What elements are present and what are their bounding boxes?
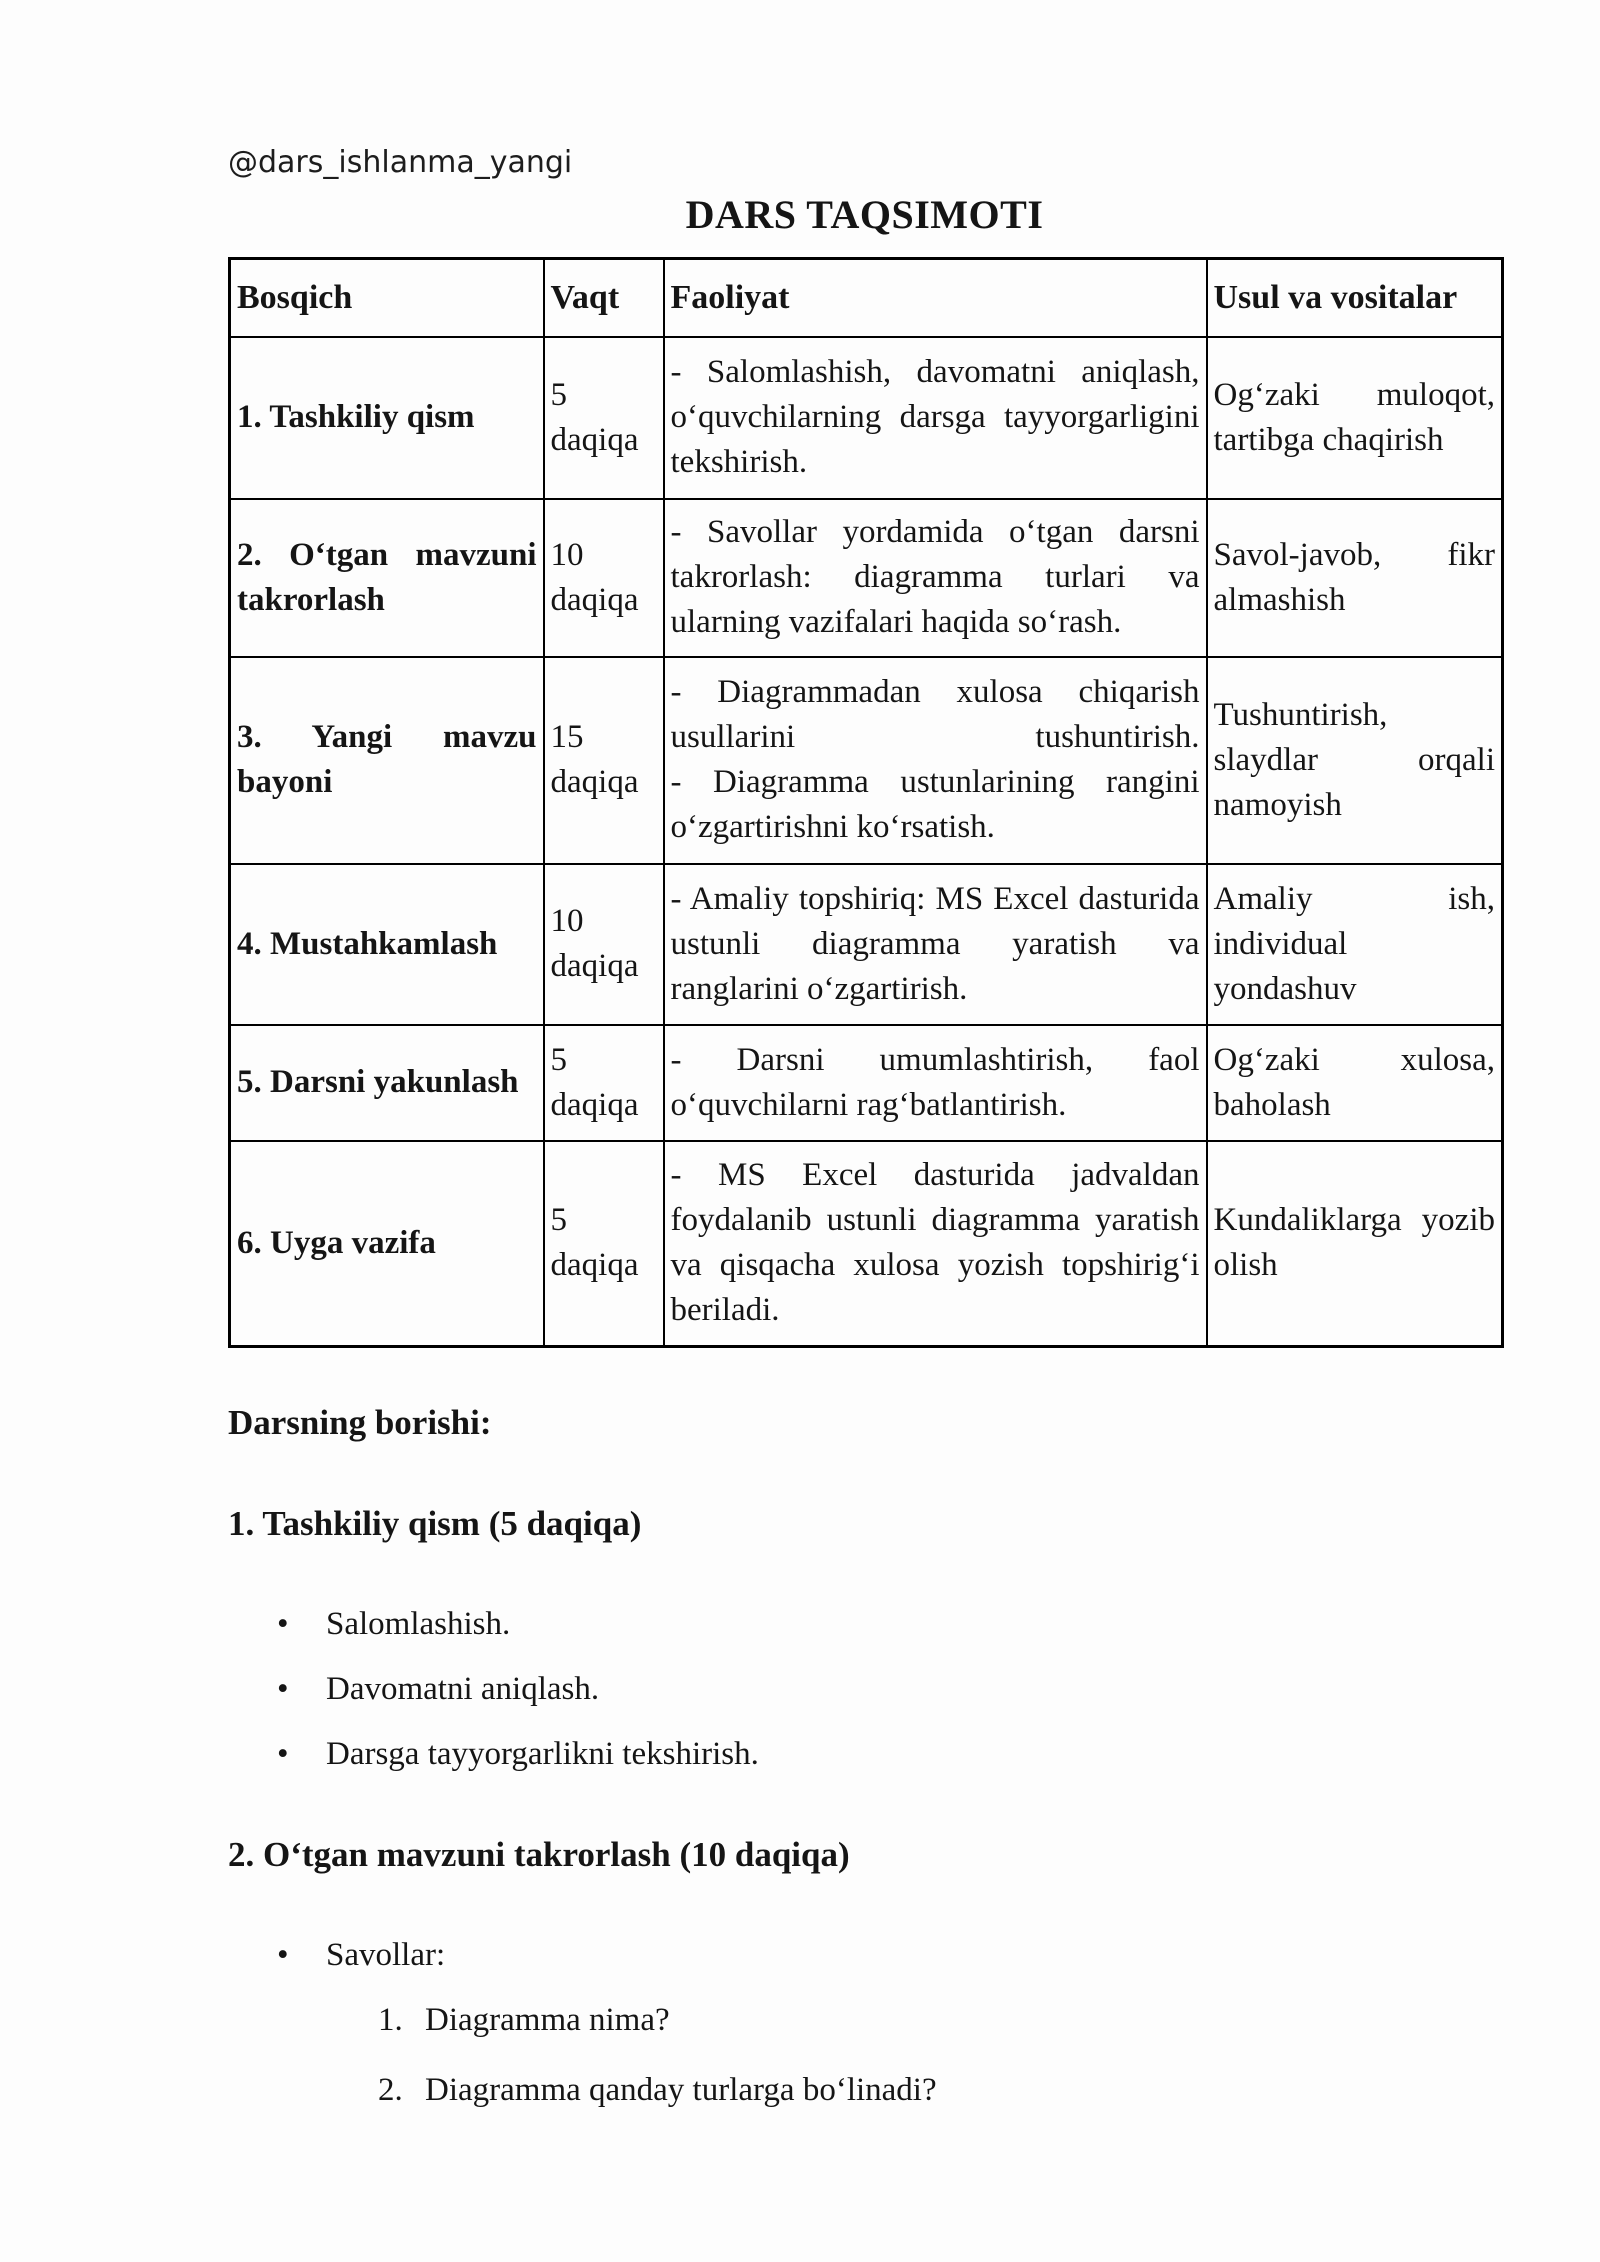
time-cell: 15 daqiqa: [544, 657, 664, 864]
bullet-item: [277, 1667, 1501, 1712]
time-cell: 5 daqiqa: [544, 1141, 664, 1347]
bullet-text: Savollar:: [326, 1937, 446, 1973]
activity-paragraph: - MS Excel dasturida jadvaldan foydalanib ustunli diagramma yaratish va qisqacha xulosa yozish topshirig‘i beriladi.: [670, 1157, 1200, 1329]
page-title: DARS TAQSIMOTI: [685, 192, 1044, 237]
time-cell: 10 daqiqa: [544, 499, 664, 657]
table-row: [230, 1025, 1503, 1141]
methods-cell: Og‘zaki muloqot, tartibga chaqirish: [1207, 337, 1503, 499]
outline-section: [228, 1501, 1501, 1777]
header-cell-vaqt: Vaqt: [544, 259, 664, 337]
table-row: [230, 499, 1503, 657]
section-heading: 2. O‘tgan mavzuni takrorlash (10 daqiqa): [228, 1835, 850, 1874]
numbered-item-text: Diagramma nima?: [425, 2002, 670, 2038]
table-row: [230, 337, 1503, 499]
time-cell: 5 daqiqa: [544, 1025, 664, 1141]
activity-cell: [664, 1141, 1207, 1347]
activity-cell: [664, 499, 1207, 657]
bullet-icon: •: [277, 1671, 289, 1707]
bullet-list: [228, 1933, 1501, 1978]
document-content: [228, 0, 1501, 2138]
bullet-list: [228, 1602, 1501, 1777]
bullet-item: [277, 1933, 1501, 1978]
numbered-item: [378, 2068, 1501, 2113]
stage-cell: 1. Tashkiliy qism: [230, 337, 544, 499]
numbered-list: [228, 1998, 1501, 2113]
activity-cell: [664, 657, 1207, 864]
table-header-row: [230, 259, 1503, 337]
outline-section: [228, 1832, 1501, 2113]
methods-cell: Og‘zaki xulosa, baholash: [1207, 1025, 1503, 1141]
activity-paragraph: - Savollar yordamida o‘tgan darsni takrorlash: diagramma turlari va ularning vazifalari haqida so‘rash.: [670, 514, 1200, 640]
methods-cell: Kundaliklarga yozib olish: [1207, 1141, 1503, 1347]
numbered-item-number: 1.: [378, 2002, 403, 2038]
activity-cell: [664, 864, 1207, 1025]
time-cell: 10 daqiqa: [544, 864, 664, 1025]
activity-paragraph: - Darsni umumlashtirish, faol o‘quvchilarni rag‘batlantirish.: [670, 1041, 1200, 1123]
time-cell: 5 daqiqa: [544, 337, 664, 499]
bullet-icon: •: [277, 1736, 289, 1772]
section-heading: 1. Tashkiliy qism (5 daqiqa): [228, 1504, 642, 1543]
bullet-text: Darsga tayyorgarlikni tekshirish.: [326, 1736, 759, 1772]
activity-cell: [664, 337, 1207, 499]
activity-paragraph: - Salomlashish, davomatni aniqlash, o‘quvchilarning darsga tayyorgarligini tekshirish.: [670, 354, 1200, 480]
bullet-icon: •: [277, 1937, 289, 1973]
header-cell-faoliyat: Faoliyat: [664, 259, 1207, 337]
bullet-item: [277, 1732, 1501, 1777]
table-row: [230, 864, 1503, 1025]
lesson-plan-table: [228, 257, 1504, 1348]
bullet-icon: •: [277, 1606, 289, 1642]
header-cell-bosqich: Bosqich: [230, 259, 544, 337]
methods-cell: Amaliy ish, individual yondashuv: [1207, 864, 1503, 1025]
activity-paragraph: - Diagrammadan xulosa chiqarish usullarini tushuntirish.: [670, 674, 1200, 755]
header-cell-usul: Usul va vositalar: [1207, 259, 1503, 337]
watermark-handle: @dars_ishlanma_yangi: [228, 145, 573, 180]
numbered-item-number: 2.: [378, 2072, 403, 2108]
stage-cell: 4. Mustahkamlash: [230, 864, 544, 1025]
numbered-item: [378, 1998, 1501, 2043]
methods-cell: Savol-javob, fikr almashish: [1207, 499, 1503, 657]
activity-cell: [664, 1025, 1207, 1141]
bullet-text: Davomatni aniqlash.: [326, 1671, 600, 1707]
bullet-text: Salomlashish.: [326, 1606, 511, 1642]
body-heading: Darsning borishi:: [228, 1403, 492, 1442]
numbered-item-text: Diagramma qanday turlarga bo‘linadi?: [425, 2072, 937, 2108]
bullet-item: [277, 1602, 1501, 1647]
methods-cell: Tushuntirish, slaydlar orqali namoyish: [1207, 657, 1503, 864]
stage-cell: 5. Darsni yakunlash: [230, 1025, 544, 1141]
activity-paragraph: - Diagramma ustunlarining rangini o‘zgartirishni ko‘rsatish.: [670, 764, 1200, 845]
table-row: [230, 657, 1503, 864]
table-row: [230, 1141, 1503, 1347]
activity-paragraph: - Amaliy topshiriq: MS Excel dasturida ustunli diagramma yaratish va ranglarini o‘zgartirish.: [670, 880, 1200, 1007]
stage-cell: 6. Uyga vazifa: [230, 1141, 544, 1347]
stage-cell: 2. O‘tgan mavzuni takrorlash: [230, 499, 544, 657]
stage-cell: 3. Yangi mavzu bayoni: [230, 657, 544, 864]
